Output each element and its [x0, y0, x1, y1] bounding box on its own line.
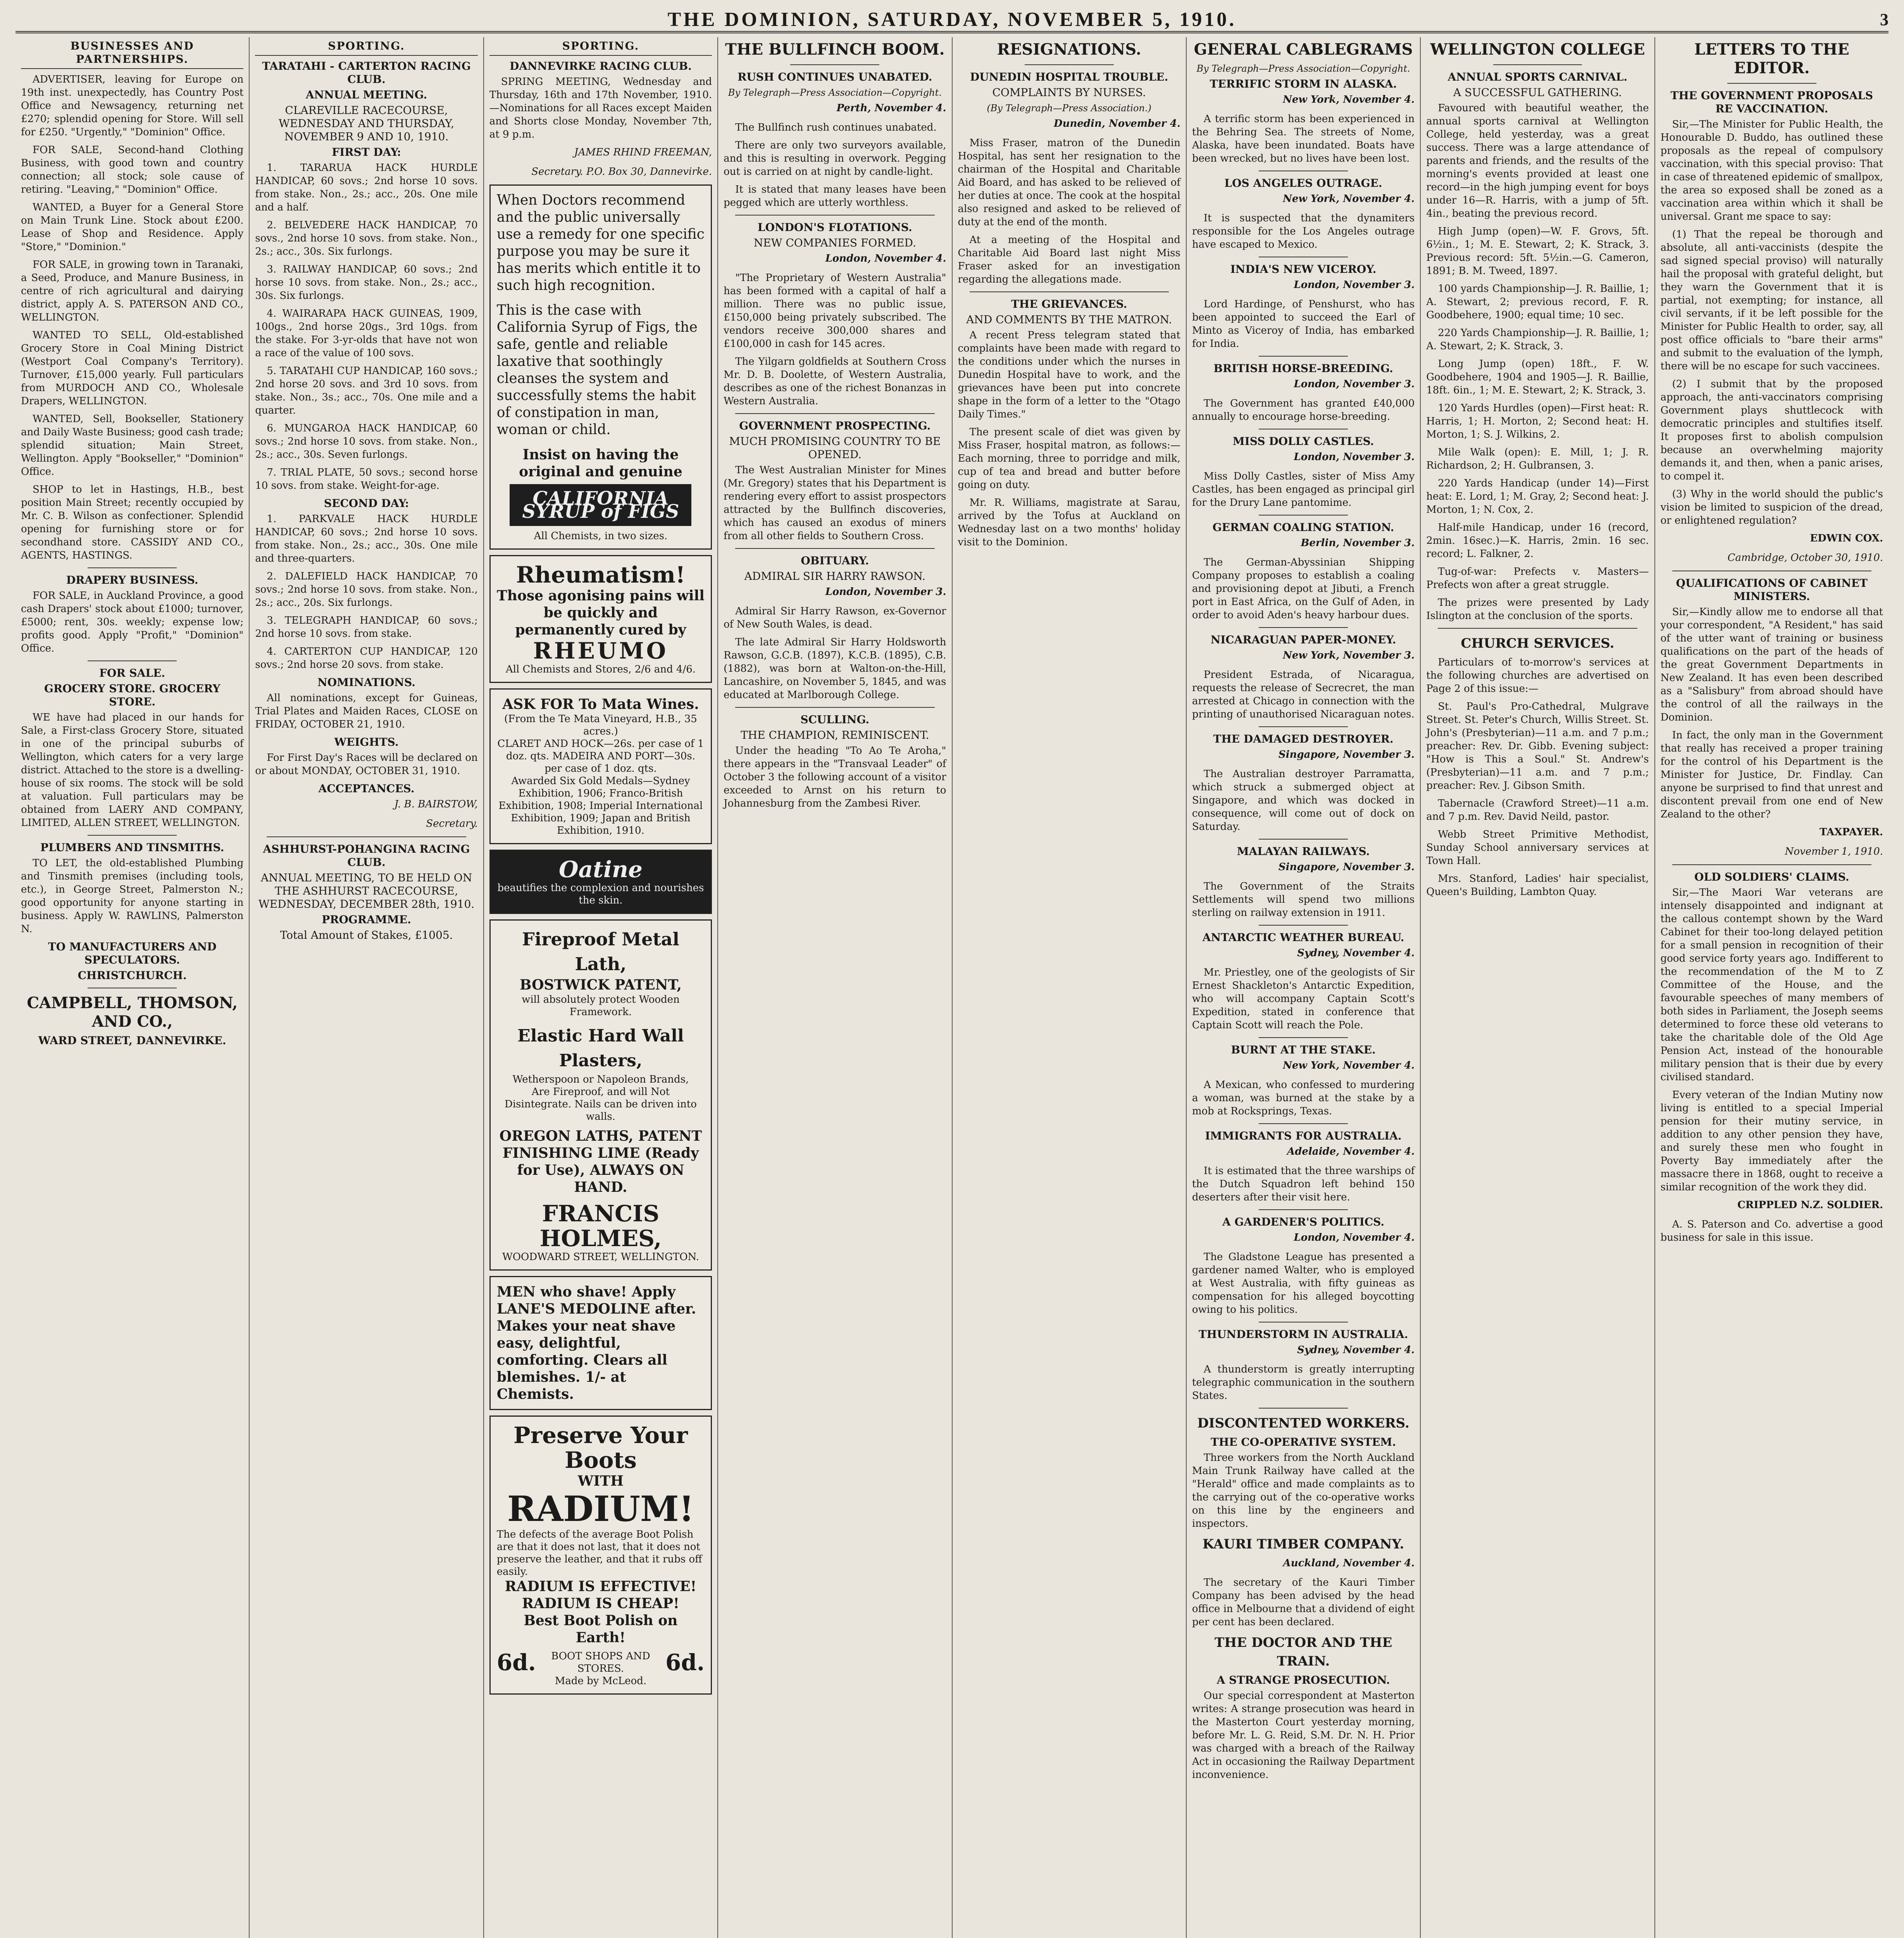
letter-paragraph: [1661, 605, 1883, 724]
column-college: [1421, 37, 1655, 1938]
ad-copy: MEN who shave! Apply LANE'S MEDOLINE after. Makes your neat shave easy, delightful, comforting. Clears all blemishes. 1/- at Chemists.: [496, 1284, 696, 1402]
ad-copy: RADIUM IS CHEAP!: [522, 1595, 679, 1612]
ad-brand: FRANCIS HOLMES,: [539, 1200, 662, 1252]
letter-paragraph: Every veteran of the Indian Mutiny now living is entitled to a special Imperial pension for their mutiny service, in addition to any other pension they have, and surely these men who fought in Poverty Bay immediately after the massacre there in 1868, ought to receive a similar recognition of the work they did.: [1660, 1089, 1883, 1193]
price-note: BOOT SHOPS AND STORES.: [551, 1650, 650, 1674]
article-title: WELLINGTON COLLEGE: [1430, 40, 1645, 59]
dateline: London, November 3.: [1294, 279, 1415, 291]
article-title: THE GRIEVANCES.: [1011, 298, 1127, 310]
classified-ad: SHOP to let in Hastings, H.B., best position Main Street; recently occupied by Mr. C. B. Wilson as confectioner. Splendid opening for furnishing store or for secondhand store. CASSIDY AND CO., AGENTS, HASTINGS.: [21, 484, 244, 561]
divider: [88, 567, 177, 568]
result-line: Tug-of-war: Prefects v. Masters—Prefects won after a great struggle.: [1426, 566, 1649, 591]
byline: (By Telegraph—Press Association.): [987, 103, 1151, 114]
divider: [735, 215, 934, 216]
result-line: Long Jump (open) 18ft., F. W. Goodbehere, 1904 and 1905—J. R. Baillie, 18ft. 6in., 1; M. E. Stewart, 2; K. Strack, 3.: [1426, 358, 1649, 396]
section-heading: DRAPERY BUSINESS.: [66, 574, 198, 586]
race-entry: 3. TELEGRAPH HANDICAP, 60 sovs.; 2nd horse 10 sovs. from stake.: [255, 615, 478, 640]
cable-paragraph: Mr. Priestley, one of the geologists of Sir Ernest Shackleton's Antarctic Expedition, who will accompany Captain Scott's Expedition, stated in conference that Captain Scott will reach the Pole.: [1192, 967, 1415, 1031]
section-heading: SPORTING.: [489, 37, 712, 56]
letter-heading: QUALIFICATIONS OF CABINET MINISTERS.: [1676, 577, 1868, 603]
secretary-role: Secretary. P.O. Box 30, Dannevirke.: [531, 166, 712, 178]
column-bullfinch: [718, 37, 952, 1938]
article-paragraph: Favoured with beautiful weather, the annual sports carnival at Wellington College, held yesterday, was a great success. There was a large attendance of parents and friends, and the results of the morning's events provided at least one record—in the high jumping event for boys under 16—R. Harris, with a jump of 5ft. 4in., beating the previous record.: [1426, 102, 1649, 219]
article-title: CHURCH SERVICES.: [1461, 636, 1615, 651]
weights-heading: WEIGHTS.: [334, 736, 399, 748]
section-heading: SPORTING.: [255, 37, 477, 56]
cable-heading: NICARAGUAN PAPER-MONEY.: [1210, 633, 1396, 646]
article-subtitle: AND COMMENTS BY THE MATRON.: [966, 313, 1172, 326]
race-entry: 2. BELVEDERE HACK HANDICAP, 70 sovs., 2nd horse 10 sovs. from stake. Non., 2s.; acc., 30s. Six furlongs.: [255, 219, 478, 257]
dateline: London, November 4.: [1294, 1232, 1415, 1243]
divider: [1438, 628, 1637, 629]
ad-headline: ASK FOR To Mata Wines.: [502, 696, 699, 712]
letter-paragraph: (2) I submit that by the proposed approach, the anti-vaccinators comprising Government plays shuttlecock with democratic principles and stultifies itself. It proposes first to abolish compulsion because an overwhelming majority demands it, and then, when a panic arises, to compel it.: [1660, 378, 1883, 482]
ad-copy: Best Boot Polish on Earth!: [524, 1612, 678, 1646]
byline: By Telegraph—Press Association—Copyright.: [1196, 63, 1410, 74]
advertiser-name: CAMPBELL, THOMSON, AND CO.,: [27, 994, 238, 1031]
article-subtitle: THE CHAMPION, REMINISCENT.: [741, 729, 929, 741]
ad-subhead: Wetherspoon or Napoleon Brands,: [512, 1074, 689, 1085]
divider: [267, 836, 466, 837]
classified-ad: TO LET, the old-established Plumbing and Tinsmith premises (including tools, etc.), in George Street, Palmerston N.; good opportunity for anyone starting in business. Apply W. RAWLINS, Palmerston N.: [21, 857, 244, 935]
cable-paragraph: It is suspected that the dynamiters responsible for the Los Angeles outrage have escaped to Mexico.: [1192, 212, 1415, 250]
lanes-medoline-ad: [489, 1276, 712, 1410]
article-subtitle: RUSH CONTINUES UNABATED.: [737, 71, 932, 83]
acceptances-heading: ACCEPTANCES.: [318, 782, 415, 795]
ad-headline: Fireproof Metal Lath,: [522, 929, 679, 974]
divider: [1259, 1037, 1348, 1038]
cable-paragraph: The Government has granted £40,000 annually to encourage horse-breeding.: [1192, 398, 1415, 422]
dateline: London, November 3.: [825, 586, 946, 598]
day-heading: SECOND DAY:: [324, 497, 409, 510]
article-paragraph: The late Admiral Sir Harry Holdsworth Rawson, G.C.B. (1897), K.C.B. (1895), C.B. (1882), was born at Walton-on-the-Hill, Lancashire, on November 5, 1845, and was educated at Marlborough College.: [724, 636, 946, 701]
club-name: DANNEVIRKE RACING CLUB.: [509, 60, 692, 72]
dateline: Auckland, November 4.: [1283, 1557, 1415, 1569]
cable-paragraph: The German-Abyssinian Shipping Company proposes to establish a coaling and provisioning depot at Jibuti, a French port in East Africa, on the Gulf of Aden, in order to avoid Aden's heavy harbour dues.: [1192, 557, 1415, 621]
article-paragraph: At a meeting of the Hospital and Charitable Aid Board last night Miss Fraser asked for an investigation regarding the allegations made.: [958, 234, 1180, 285]
ad-headline: Preserve Your Boots: [513, 1422, 688, 1473]
dateline: Singapore, November 3.: [1278, 749, 1415, 760]
price: 6d.: [665, 1649, 705, 1676]
cable-heading: THUNDERSTORM IN AUSTRALIA.: [1198, 1328, 1408, 1341]
divider: [1259, 515, 1348, 516]
column-letters: [1655, 37, 1888, 1938]
article-paragraph: The present scale of diet was given by Miss Fraser, hospital matron, as follows:—Each morning, three to porridge and milk, cup of tea and bread and butter before going on duty.: [958, 426, 1180, 491]
ad-brand: RADIUM!: [507, 1488, 694, 1529]
divider: [1259, 627, 1348, 628]
ad-copy: will absolutely protect Wooden Framework.: [522, 994, 680, 1018]
article-paragraph: Miss Fraser, matron of the Dunedin Hospital, has sent her resignation to the chairman of the Hospital and Charitable Aid Board, and has asked to be relieved of her duties at once. The cook at the hospital also resigned and asked to be relieved of duty at the end of the month.: [958, 137, 1180, 228]
divider: [1727, 83, 1816, 84]
divider: [1259, 726, 1348, 727]
dateline: New York, November 3.: [1283, 650, 1415, 661]
classified-list: [21, 73, 243, 562]
article-title: LETTERS TO THE EDITOR.: [1694, 40, 1849, 77]
day-heading: FIRST DAY:: [332, 146, 401, 159]
divider: [735, 413, 934, 414]
cable-paragraph: The Government of the Straits Settlements will spend two millions sterling on railway extension in 1911.: [1192, 881, 1415, 919]
secretary-name: J. B. BAIRSTOW,: [394, 798, 478, 810]
ad-copy: When Doctors recommend and the public universally use a remedy for one specific purpose you may be sure it has merits which entitle it to such high recognition.: [496, 192, 705, 293]
result-line: 120 Yards Hurdles (open)—First heat: R. Harris, 1; H. Morton, 2; Second heat: H. Morton, 1; S. J. Wilkins, 2.: [1426, 402, 1649, 440]
dateline: London, November 3.: [1294, 378, 1415, 390]
dateline: London, November 4.: [825, 253, 946, 264]
secretary-role: Secretary.: [426, 818, 478, 829]
ad-copy: Insist on having the original and genuine: [519, 447, 682, 480]
page-number: 3: [1880, 10, 1888, 29]
article-paragraph: There are only two surveyors available, and this is resulting in overwork. Pegging out is carried on at night by candle-light.: [724, 140, 946, 178]
race-entry: 7. TRIAL PLATE, 50 sovs.; second horse 10 sovs. from stake. Weight-for-age.: [255, 467, 478, 491]
letter-salutation: Sir,—: [1672, 887, 1699, 898]
article-paragraph: Under the heading "To Ao Te Aroha," there appears in the "Transvaal Leader" of October 3 the following account of a visitor exceeded to Arnst on his return to Johannesburg from the Zambesi River.: [724, 745, 946, 809]
ad-headline: Elastic Hard Wall Plasters,: [517, 1026, 684, 1071]
dateline: New York, November 4.: [1283, 1060, 1415, 1071]
ad-headline: Rheumatism!: [516, 562, 686, 588]
dateline: Adelaide, November 4.: [1287, 1146, 1415, 1157]
letter-paragraph: In fact, the only man in the Government that really has received a proper training for the control of his Department is the Minister for Justice, Dr. Findlay. Can anyone be surprised to find that unrest and discontent prevail from one end of New Zealand to the other?: [1660, 729, 1883, 820]
letter-paragraph: [1661, 118, 1883, 223]
ad-copy: CLARET AND HOCK—26s. per case of 1 doz. qts. MADEIRA AND PORT—30s. per case of 1 doz. qts.: [497, 738, 704, 774]
byline: By Telegraph—Press Association—Copyright.: [728, 87, 942, 98]
classified-ad: WANTED TO SELL, Old-established Grocery Store in Coal Mining District (Westport Coal Company's Territory). Turnover, £15,000 yearly. Full particulars from MURDOCH AND CO., Wholesale Drapers, WELLINGTON.: [21, 329, 244, 407]
oatine-ad: [489, 850, 712, 914]
ad-footer: All Chemists, in two sizes.: [534, 530, 668, 542]
cable-heading: INDIA'S NEW VICEROY.: [1230, 263, 1377, 276]
letter-signature: CRIPPLED N.Z. SOLDIER.: [1737, 1199, 1883, 1211]
divider: [1672, 864, 1871, 865]
article-paragraph: The Bullfinch rush continues unabated.: [735, 122, 937, 133]
article-paragraph: The secretary of the Kauri Timber Company has been advised by the head office in Melbourne that a dividend of eight per cent has been declared.: [1192, 1577, 1415, 1628]
meeting-venue: CLAREVILLE RACECOURSE, WEDNESDAY AND THURSDAY, NOVEMBER 9 AND 10, 1910.: [279, 104, 455, 143]
article-paragraph: The Yilgarn goldfields at Southern Cross Mr. D. B. Doolette, of Western Australia, describes as one of the richest Bonanzas in Western Australia.: [724, 356, 946, 407]
article-title: RESIGNATIONS.: [997, 40, 1141, 59]
classified-ad: WANTED, a Buyer for a General Store on Main Trunk Line. Stock about £200. Lease of Shop and Residence. Apply "Store," "Dominion.": [21, 202, 244, 253]
section-heading: BUSINESSES AND PARTNERSHIPS.: [21, 37, 243, 69]
cable-heading: THE DAMAGED DESTROYER.: [1213, 733, 1394, 745]
meeting-notice: SPRING MEETING, Wednesday and Thursday, 16th and 17th November, 1910.—Nominations for all Races except Maiden and Shorts close Monday, November 7th, at 9 p.m.: [489, 76, 712, 140]
section-heading: FOR SALE.: [99, 667, 165, 679]
cable-paragraph: A terrific storm has been experienced in the Behring Sea. The streets of Nome, Alaska, have been inundated. Boats have been wrecked, but no lives have been lost.: [1192, 113, 1415, 164]
radium-polish-ad: [489, 1416, 712, 1695]
section-heading: GROCERY STORE. GROCERY STORE.: [44, 682, 221, 708]
article-subtitle: THE CO-OPERATIVE SYSTEM.: [1211, 1436, 1396, 1448]
nominations-text: All nominations, except for Guineas, Trial Plates and Maiden Races, CLOSE on FRIDAY, OCTOBER 21, 1910.: [255, 692, 478, 730]
cable-list: [1192, 78, 1415, 1781]
syrup-of-figs-logo: CALIFORNIA SYRUP of FIGS: [510, 484, 691, 526]
dateline: New York, November 4.: [1283, 94, 1415, 105]
ad-copy: Those agonising pains will be quickly and permanently cured by: [496, 588, 705, 638]
classified-ad: WANTED, Sell, Bookseller, Stationery and Daily Waste Business; good cash trade; splendid situation; Main Street, Wellington. Apply "Bookseller," "Dominion" Office.: [21, 413, 244, 478]
ad-copy: RADIUM IS EFFECTIVE!: [505, 1578, 697, 1595]
ad-copy: Are Fireproof, and will Not Disintegrate. Nails can be driven into walls.: [505, 1086, 697, 1122]
article-subtitle: COMPLAINTS BY NURSES.: [992, 86, 1146, 99]
cable-heading: BURNT AT THE STAKE.: [1231, 1043, 1376, 1056]
cable-heading: GERMAN COALING STATION.: [1212, 521, 1394, 534]
divider: [88, 660, 177, 661]
syrup-of-figs-ad: [489, 184, 712, 550]
article-paragraph: Webb Street Primitive Methodist, Sunday School anniversary services at Town Hall.: [1426, 829, 1649, 867]
divider: [970, 291, 1169, 292]
ad-brand: Oatine: [558, 856, 643, 883]
ad-footer: Made by McLeod.: [555, 1675, 647, 1687]
letter-footnote: A. S. Paterson and Co. advertise a good business for sale in this issue.: [1660, 1219, 1883, 1243]
ad-footer: WOODWARD STREET, WELLINGTON.: [502, 1251, 699, 1263]
ad-subhead: BOSTWICK PATENT,: [519, 977, 682, 993]
article-paragraph: It is stated that many leases have been pegged which are utterly worthless.: [724, 184, 946, 209]
article-title: OBITUARY.: [801, 554, 869, 567]
meeting-title: ANNUAL MEETING, TO BE HELD ON THE ASHHURST RACECOURSE, WEDNESDAY, DECEMBER 28th, 1910.: [258, 871, 475, 910]
dateline: London, November 3.: [1294, 451, 1415, 463]
article-paragraph: Admiral Sir Harry Rawson, ex-Governor of New South Wales, is dead.: [724, 605, 946, 630]
divider: [1259, 1209, 1348, 1210]
cable-paragraph: President Estrada, of Nicaragua, requests the release of Secrecret, the man arrested at Chicago in connection with the printing of unauthorised Nicaraguan notes.: [1192, 669, 1415, 720]
letter-date: November 1, 1910.: [1785, 846, 1883, 857]
race-entry: 4. CARTERTON CUP HANDICAP, 120 sovs.; 2nd horse 20 sovs. from stake.: [255, 646, 478, 671]
section-heading: CHRISTCHURCH.: [78, 969, 187, 982]
result-line: 220 Yards Championship—J. R. Baillie, 1; A. Stewart, 2; K. Strack, 3.: [1426, 327, 1649, 352]
article-paragraph: Mr. R. Williams, magistrate at Sarau, arrived by the Tofus at Auckland on Wednesday last on a two months' holiday visit to the Dominion.: [958, 497, 1180, 548]
advertiser-address: WARD STREET, DANNEVIRKE.: [38, 1034, 226, 1047]
dateline: Singapore, November 3.: [1278, 861, 1415, 873]
race-list: [255, 161, 477, 492]
cable-paragraph: Lord Hardinge, of Penshurst, who has been appointed to succeed the Earl of Minto as Viceroy of India, has embarked for India.: [1192, 298, 1415, 350]
classified-ad: ADVERTISER, leaving for Europe on 19th inst. unexpectedly, has Country Post Office and Newsagency, returning net £270; splendid opening for Store. Will sell for £250. "Urgently," "Dominion" Office.: [21, 74, 244, 138]
article-paragraph: The West Australian Minister for Mines (Mr. Gregory) states that his Department is rendering every effort to assist prospectors attracted by the Bullfinch discoveries, which has caused an exodus of miners from all other fields to Southern Cross.: [724, 464, 946, 542]
nominations-heading: NOMINATIONS.: [317, 676, 415, 689]
column-cablegrams: [1187, 37, 1421, 1938]
result-line: The prizes were presented by Lady Islington at the conclusion of the sports.: [1426, 597, 1649, 622]
race-entry: 4. WAIRARAPA HACK GUINEAS, 1909, 100gs., 2nd horse 20gs., 3rd 10gs. from the stake. For 3-yr-olds that have not won a race of the value of 100 sovs.: [255, 308, 478, 359]
race-entry: 2. DALEFIELD HACK HANDICAP, 70 sovs.; 2nd horse 10 sovs. from stake. Non., 2s.; acc., 20s. Six furlongs.: [255, 571, 478, 609]
price: 6d.: [496, 1649, 536, 1676]
article-paragraph: A recent Press telegram stated that complaints have been made with regard to the conditions under which the nurses in Dunedin Hospital have to work, and the grievances have been put into concrete shape in the form of a letter to the "Otago Daily Times.": [958, 329, 1180, 420]
column-resignations: [953, 37, 1187, 1938]
ad-brand: RHEUMO: [533, 638, 669, 664]
result-line: Half-mile Handicap, under 16 (record, 2min. 16sec.)—K. Harris, 2min. 16 sec. record; L. Falkner, 2.: [1426, 522, 1649, 560]
cable-heading: LOS ANGELES OUTRAGE.: [1224, 177, 1382, 190]
classified-ad: WE have had placed in our hands for Sale, a First-class Grocery Store, situated in one of the principal suburbs of Wellington, which caters for a very large district. Attached to the store is a dwelling-house of six rooms. The stock will be sold at valuation. Full particulars may be obtained from LAERY AND COMPANY, LIMITED, ALLEN STREET, WELLINGTON.: [21, 712, 244, 829]
masthead: [16, 8, 1888, 33]
divider: [1259, 1123, 1348, 1124]
article-subtitle: ANNUAL SPORTS CARNIVAL.: [1447, 71, 1628, 83]
column-sporting: [250, 37, 484, 1938]
cable-paragraph: A thunderstorm is greatly interrupting telegraphic communication in the southern States.: [1192, 1364, 1415, 1402]
ad-copy: This is the case with California Syrup of Figs, the safe, gentle and reliable laxative that soothingly cleanses the system and successfully stems the habit of constipation in man, woman or child.: [496, 302, 698, 438]
divider: [1259, 356, 1348, 357]
article-title: GOVERNMENT PROSPECTING.: [739, 419, 931, 432]
letter-paragraph: (3) Why in the world should the public's vision be limited to suspicion of the dread, or enlightened regulation?: [1660, 488, 1883, 526]
article-title: GENERAL CABLEGRAMS: [1194, 40, 1413, 59]
column-businesses: [16, 37, 250, 1938]
cable-paragraph: The Australian destroyer Parramatta, which struck a submerged object at Singapore, and which was docked in consequence, will come out of dock on Saturday.: [1192, 768, 1415, 833]
letter-heading: THE GOVERNMENT PROPOSALS RE VACCINATION.: [1670, 89, 1873, 115]
classified-ad: FOR SALE, in growing town in Taranaki, a Seed, Produce, and Manure Business, in centre of rich agricultural and dairying district, apply A. S. PATERSON AND CO., WELLINGTON.: [21, 259, 244, 323]
letter-text: The Minister for Public Health, the Honourable D. Buddo, has outlined these proposals as the repeal of compulsory vaccination, with this special proviso: That in case of threatened epidemic of smallpox, the area so exposed shall be zoned as a vaccination area within which it shall be universal. Grant me space to say:: [1660, 119, 1883, 222]
race-entry: 3. RAILWAY HANDICAP, 60 sovs.; 2nd horse 10 sovs. from stake. Non., 2s.; acc., 30s. Six furlongs.: [255, 264, 478, 302]
cable-heading: A GARDENER'S POLITICS.: [1222, 1216, 1385, 1228]
divider: [735, 548, 934, 549]
cable-heading: TERRIFIC STORM IN ALASKA.: [1210, 78, 1397, 90]
article-paragraph: Tabernacle (Crawford Street)—11 a.m. and 7 p.m. Rev. David Neild, pastor.: [1426, 798, 1649, 822]
letter-paragraph: [1661, 886, 1883, 1084]
newspaper-title: THE DOMINION, SATURDAY, NOVEMBER 5, 1910.: [667, 8, 1237, 31]
divider: [1025, 64, 1114, 65]
article-subtitle: A SUCCESSFUL GATHERING.: [1453, 86, 1622, 99]
secretary-name: JAMES RHIND FREEMAN,: [574, 147, 712, 158]
classified-ad: FOR SALE, in Auckland Province, a good cash Drapers' stock about £1000; turnover, £5000; rent, 30s. weekly; expense low; profits good. Apply "Profit," "Dominion" Office.: [21, 590, 244, 654]
race-entry: 1. TARARUA HACK HURDLE HANDICAP, 60 sovs.; 2nd horse 10 sovs. from stake. Non., 2s.; acc., 20s. One mile and a half.: [255, 162, 478, 213]
letter-salutation: Sir,—: [1672, 606, 1699, 618]
stakes-total: Total Amount of Stakes, £1005.: [280, 929, 453, 941]
article-title: LONDON'S FLOTATIONS.: [757, 221, 912, 234]
section-heading: TO MANUFACTURERS AND SPECULATORS.: [48, 940, 217, 966]
article-subtitle: NEW COMPANIES FORMED.: [753, 236, 916, 249]
dateline: Dunedin, November 4.: [1054, 118, 1180, 129]
ad-footer: Awarded Six Gold Medals—Sydney Exhibition, 1906; Franco-British Exhibition, 1908; Imperial International Exhibition, 1909; Japan and British Exhibition, 1910.: [498, 775, 703, 836]
divider: [88, 835, 177, 836]
divider: [735, 707, 934, 708]
rheumo-ad: [489, 555, 712, 683]
article-paragraph: "The Proprietary of Western Australia" has been formed with a capital of half a million. There was no public issue, £150,000 being privately subscribed. The vendors receive 300,000 shares and £100,000 in cash for 145 acres.: [724, 272, 946, 350]
cable-heading: MALAYAN RAILWAYS.: [1237, 845, 1370, 858]
race-entry: 5. TARATAHI CUP HANDICAP, 160 sovs.; 2nd horse 20 sovs. and 3rd 10 sovs. from stake. Non., 3s.; acc., 70s. One mile and a quarter.: [255, 365, 478, 416]
letter-place: Cambridge, October 30, 1910.: [1727, 552, 1883, 564]
letter-text: Kindly allow me to endorse all that your correspondent, "A Resident," has said of the utter want of training or business qualifications on the part of the heads of the great Government Departments in New Zealand. It has even been described as a "Salisbury" from abroad should have the control of all the railways in the Dominion.: [1660, 606, 1883, 723]
programme-heading: PROGRAMME.: [322, 913, 411, 926]
te-mata-wines-ad: [489, 688, 712, 844]
article-title: KAURI TIMBER COMPANY.: [1202, 1536, 1404, 1552]
ad-copy: The defects of the average Boot Polish are that it does not last, that it does not preserve the leather, and that it rubs off easily.: [496, 1529, 702, 1578]
article-title: SCULLING.: [800, 713, 870, 726]
divider: [1259, 925, 1348, 926]
price-row: [497, 1650, 705, 1675]
cable-paragraph: A Mexican, who confessed to murdering a woman, was burned at the stake by a mob at Rocksprings, Texas.: [1192, 1079, 1415, 1117]
classified-ad: FOR SALE, Second-hand Clothing Business, with good town and country connection; all stock; sole cause of retiring. "Leaving," "Dominion" Office.: [21, 144, 244, 195]
result-line: High Jump (open)—W. F. Grovs, 5ft. 6½in., 1; M. E. Stewart, 2; K. Strack, 3. Previous record: 5ft. 5½in.—G. Cameron, 1891; B. M. Tweed, 1897.: [1426, 226, 1649, 277]
race-list: [255, 512, 477, 671]
article-title: DISCONTENTED WORKERS.: [1197, 1416, 1409, 1431]
result-line: Mile Walk (open): E. Mill, 1; J. R. Richardson, 2; H. Gulbransen, 3.: [1426, 447, 1649, 471]
dateline: Berlin, November 3.: [1301, 537, 1415, 549]
article-paragraph: Three workers from the North Auckland Main Trunk Railway have called at the "Herald" office and made complaints as to the carrying out of the co-operative works on this line by the engineers and inspectors.: [1192, 1452, 1415, 1529]
weights-text: For First Day's Races will be declared on or about MONDAY, OCTOBER 31, 1910.: [255, 752, 478, 777]
letter-heading: OLD SOLDIERS' CLAIMS.: [1694, 871, 1849, 883]
article-title: THE DOCTOR AND THE TRAIN.: [1214, 1635, 1392, 1669]
ad-copy: (From the Te Mata Vineyard, H.B., 35 acres.): [504, 713, 697, 737]
letter-paragraph: (1) That the repeal be thorough and absolute, all anti-vaccinists (despite the sad signed special proviso) will naturally hail the proposal with grateful delight, but they warn the Government that it is partial, not exempting; for instance, all civil servants, if it be left possible for the Minister for Public Health to order, say, all post office officials to "bare their arms" and submit to the evaluation of the lymph, there will be no escape for such vaccinees.: [1660, 229, 1883, 372]
race-entry: 6. MUNGAROA HACK HANDICAP, 60 sovs.; 2nd horse 10 sovs. from stake. Non., 2s.; acc., 30s. Seven furlongs.: [255, 422, 478, 460]
dateline: Sydney, November 4.: [1297, 1344, 1415, 1356]
column-sporting-ads: [484, 37, 718, 1938]
ad-footer: All Chemists and Stores, 2/6 and 4/6.: [505, 664, 696, 675]
letter-text: The Maori War veterans are intensely disappointed and indignant at the callous contempt shown by the Ward Cabinet for their too-long delayed petition for a small pension in recognition of their good service forty years ago. Indifferent to the recommendation of the M to Z Committee of the House, and the favourable speeches of many members of both sides in Parliament, the Joseph seems determined to force these old veterans to take the charitable dole of the Old Age Pension Act, instead of the honourable military pension that is their due by every civilised standard.: [1660, 887, 1883, 1083]
cable-heading: BRITISH HORSE-BREEDING.: [1213, 362, 1393, 375]
cable-paragraph: It is estimated that the three warships of the Dutch Squadron left behind 150 deserters after their visit here.: [1192, 1165, 1415, 1203]
club-name: TARATAHI - CARTERTON RACING CLUB.: [262, 60, 471, 86]
cable-heading: ANTARCTIC WEATHER BUREAU.: [1202, 931, 1404, 944]
cable-paragraph: Miss Dolly Castles, sister of Miss Amy Castles, has been engaged as principal girl for the Drury Lane pantomime.: [1192, 471, 1415, 509]
article-paragraph: Our special correspondent at Masterton writes: A strange prosecution was heard in the Masterton Court yesterday morning, before Mr. L. G. Reid, S.M. Dr. N. H. Prior was charged with a breach of the Railway Act in occasioning the Railway Department inconvenience.: [1192, 1690, 1415, 1781]
article-paragraph: Mrs. Stanford, Ladies' hair specialist, Queen's Building, Lambton Quay.: [1426, 873, 1649, 898]
ad-copy: WITH: [577, 1473, 624, 1489]
race-entry: 1. PARKVALE HACK HURDLE HANDICAP, 60 sovs.; 2nd horse 10 sovs. from stake. Non., 2s.; acc., 30s. One mile and three-quarters.: [255, 513, 478, 564]
article-subtitle: A STRANGE PROSECUTION.: [1216, 1674, 1390, 1686]
ad-copy: OREGON LATHS, PATENT FINISHING LIME (Ready for Use), ALWAYS ON HAND.: [499, 1128, 702, 1195]
club-name: ASHHURST-POHANGINA RACING CLUB.: [263, 843, 470, 869]
article-subtitle: DUNEDIN HOSPITAL TROUBLE.: [970, 71, 1168, 83]
article-subtitle: ADMIRAL SIR HARRY RAWSON.: [744, 570, 926, 583]
article-subtitle: MUCH PROMISING COUNTRY TO BE OPENED.: [729, 435, 941, 461]
divider: [790, 64, 879, 65]
section-heading: PLUMBERS AND TINSMITHS.: [40, 841, 224, 854]
cable-heading: MISS DOLLY CASTLES.: [1232, 435, 1374, 448]
result-line: 100 yards Championship—J. R. Baillie, 1; A. Stewart, 2; previous record, F. R. Goodbehere, 1900; equal time; 10 sec.: [1426, 283, 1649, 321]
letter-signature: EDWIN COX.: [1810, 533, 1883, 544]
fireproof-lath-ad: [489, 919, 712, 1271]
divider: [1493, 64, 1582, 65]
divider: [1259, 839, 1348, 840]
meeting-title: ANNUAL MEETING.: [305, 88, 427, 101]
cable-paragraph: The Gladstone League has presented a gardener named Walter, who is employed at West Australia, with fifty guineas as compensation for his alleged boycotting owing to his politics.: [1192, 1251, 1415, 1316]
article-title: THE BULLFINCH BOOM.: [725, 40, 945, 59]
article-paragraph: St. Paul's Pro-Cathedral, Mulgrave Street. St. Peter's Church, Willis Street. St. John's (Presbyterian)—11 a.m. and 7 p.m.; preacher: Rev. Dr. Gibb. Evening subject: "How is This a Soul." St. Andrew's (Presbyterian)—11 a.m. and 7 p.m.; preacher: Rev. J. Gibson Smith.: [1426, 701, 1649, 791]
dateline: Sydney, November 4.: [1297, 947, 1415, 959]
article-paragraph: Particulars of to-morrow's services at the following churches are advertised on Page 2 of this issue:—: [1426, 657, 1649, 695]
cable-heading: IMMIGRANTS FOR AUSTRALIA.: [1205, 1129, 1402, 1142]
letter-signature: TAXPAYER.: [1820, 826, 1883, 838]
divider: [1259, 1408, 1348, 1409]
dateline: New York, November 4.: [1283, 193, 1415, 205]
result-line: 220 Yards Handicap (under 14)—First heat: E. Lord, 1; M. Gray, 2; Second heat: J. Morton, 1; N. Cox, 2.: [1426, 478, 1649, 516]
dateline: Perth, November 4.: [836, 102, 946, 114]
letter-salutation: Sir,—: [1672, 119, 1699, 130]
columns: [16, 37, 1888, 1938]
ad-copy: beautifies the complexion and nourishes the skin.: [497, 882, 704, 906]
